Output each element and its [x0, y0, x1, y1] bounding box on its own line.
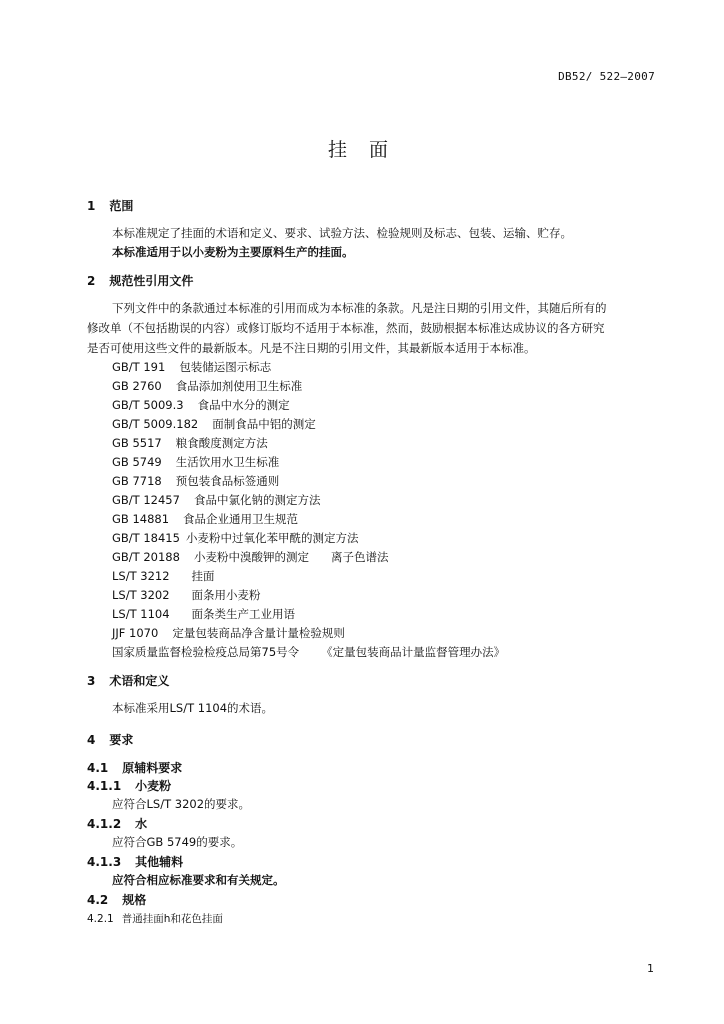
reference-item: JJF 1070 定量包装商品净含量计量检验规则: [112, 626, 345, 640]
section-2-intro-line: 下列文件中的条款通过本标准的引用而成为本标准的条款。凡是注日期的引用文件，其随后所有的: [112, 301, 607, 315]
section-1-heading: 1 范围: [87, 199, 134, 213]
subsection-heading: 4.1.1 小麦粉: [87, 779, 172, 793]
reference-item: GB/T 20188 小麦粉中溴酸钾的测定 离子色谱法: [112, 550, 389, 564]
reference-item: LS/T 1104 面条类生产工业用语: [112, 607, 296, 621]
reference-item: GB/T 18415 小麦粉中过氧化苯甲酰的测定方法: [112, 531, 359, 545]
reference-item: GB 7718 预包装食品标签通则: [112, 474, 280, 488]
requirement-text: 应符合LS/T 3202的要求。: [112, 797, 251, 811]
requirement-text: 应符合GB 5749的要求。: [112, 835, 243, 849]
reference-item: GB 5749 生活饮用水卫生标准: [112, 455, 280, 469]
requirement-text: 应符合相应标准要求和有关规定。: [112, 873, 285, 887]
document-code: DB52/ 522—2007: [558, 70, 655, 83]
section-3-paragraph: 本标准采用LS/T 1104的术语。: [112, 701, 274, 715]
section-2-intro-line: 修改单（不包括勘误的内容）或修订版均不适用于本标准，然而，鼓励根据本标准达成协议的各方研究: [87, 321, 605, 335]
subsection-heading: 4.1.2 水: [87, 817, 148, 831]
page-title: 挂 面: [327, 139, 397, 161]
section-1-paragraph: 本标准规定了挂面的术语和定义、要求、试验方法、检验规则及标志、包装、运输、贮存。: [112, 226, 572, 240]
section-3-heading: 3 术语和定义: [87, 674, 170, 688]
section-1-paragraph: 本标准适用于以小麦粉为主要原料生产的挂面。: [112, 245, 354, 259]
reference-item: GB 14881 食品企业通用卫生规范: [112, 512, 299, 526]
subsection-heading: 4.2.1 普通挂面h和花色挂面: [87, 913, 223, 925]
page-number: 1: [647, 962, 654, 975]
section-2-heading: 2 规范性引用文件: [87, 274, 194, 288]
reference-item: GB/T 12457 食品中氯化钠的测定方法: [112, 493, 321, 507]
reference-item: LS/T 3212 挂面: [112, 569, 215, 583]
reference-item: GB/T 5009.3 食品中水分的测定: [112, 398, 290, 412]
reference-item: GB 2760 食品添加剂使用卫生标准: [112, 379, 303, 393]
subsection-heading: 4.1.3 其他辅料: [87, 855, 184, 869]
reference-item: GB 5517 粮食酸度测定方法: [112, 436, 268, 450]
reference-item: GB/T 5009.182 面制食品中铝的测定: [112, 417, 316, 431]
subsection-heading: 4.1 原辅料要求: [87, 761, 183, 775]
section-4-heading: 4 要求: [87, 733, 134, 747]
reference-item: 国家质量监督检验检疫总局第75号令 《定量包装商品计量监督管理办法》: [112, 645, 506, 659]
section-2-intro-line: 是否可使用这些文件的最新版本。凡是不注日期的引用文件，其最新版本适用于本标准。: [87, 341, 536, 355]
subsection-heading: 4.2 规格: [87, 893, 147, 907]
reference-item: GB/T 191 包装储运图示标志: [112, 360, 272, 374]
reference-item: LS/T 3202 面条用小麦粉: [112, 588, 261, 602]
